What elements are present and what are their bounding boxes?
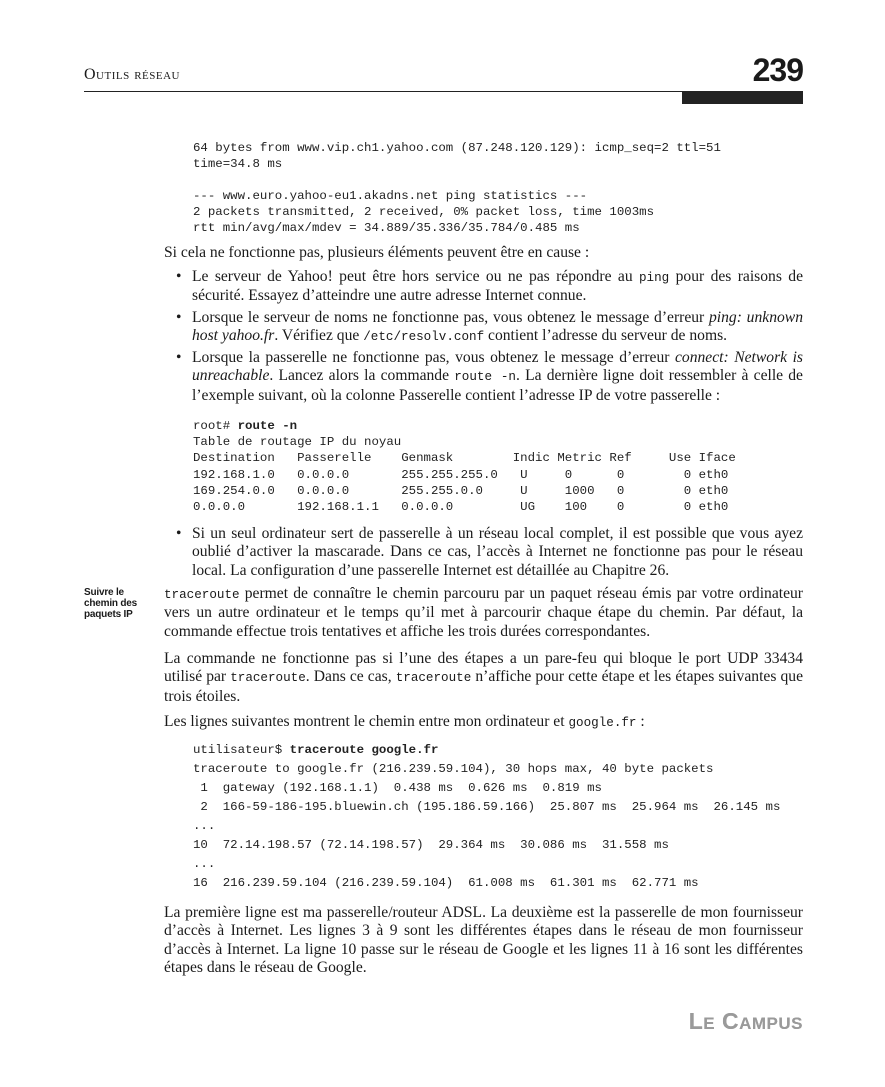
item-text: Le serveur de Yahoo! peut être hors service ou ne pas répondre au — [192, 268, 639, 285]
bullet-dot-icon: • — [176, 525, 182, 542]
logo-letter: AMPUS — [739, 1014, 803, 1033]
item-text: . Lancez alors la commande — [269, 367, 455, 385]
inline-code: traceroute — [230, 671, 306, 686]
intro-paragraph: Si cela ne fonctionne pas, plusieurs éléments peuvent être en cause : — [164, 244, 590, 261]
list-item-yahoo-server — [176, 268, 803, 306]
code-line: time=34.8 ms — [193, 157, 283, 171]
code-line: ... — [193, 857, 216, 871]
paragraph-text: La commande ne fonctionne pas si l’une des étapes a un pare-feu qui bloque le port UDP 33434 utilisé par — [164, 650, 803, 686]
code-line: 10 72.14.198.57 (72.14.198.57) 29.364 ms 30.086 ms 31.558 ms — [193, 838, 669, 852]
error-message: connect: Network is unreachable — [192, 349, 803, 385]
code-line: Destination Passerelle Genmask Indic Metric Ref Use Iface — [193, 451, 736, 466]
code-line: Table de routage IP du noyau — [193, 435, 402, 450]
path-intro-paragraph — [164, 713, 803, 732]
logo-letter: L — [688, 1008, 704, 1034]
publisher-logo — [689, 1008, 803, 1035]
causes-list-continued — [176, 525, 803, 583]
inline-code: traceroute — [164, 588, 240, 602]
shell-command: route -n — [237, 419, 298, 433]
paragraph-text: permet de connaître le chemin parcouru par un paquet réseau émis par votre ordinateur vers un autre ordinateur et le temps qu’il met à parcourir chaque étape du chemin. Par défaut, la commande effectue trois tentatives et affiche les trois durées correspondantes. — [164, 585, 803, 640]
code-line — [193, 741, 780, 760]
inline-code: route -n — [454, 370, 516, 385]
udp-paragraph — [164, 650, 803, 706]
logo-letter: C — [715, 1008, 740, 1034]
header-tab-bar — [682, 92, 803, 104]
list-item-gateway — [176, 349, 803, 405]
paragraph-text: . Dans ce cas, — [305, 668, 396, 686]
shell-command: traceroute google.fr — [289, 743, 439, 757]
bullet-dot-icon: • — [176, 349, 182, 367]
paragraph-text: n’affiche pour cette étape et les étapes suivantes que trois étoiles. — [164, 668, 803, 705]
code-line: 192.168.1.0 0.0.0.0 255.255.255.0 U 0 0 0 eth0 — [193, 467, 729, 482]
code-line: ... — [193, 819, 216, 833]
ping-output-code-block — [193, 140, 721, 236]
traceroute-output-code-block — [193, 741, 780, 893]
bullet-dot-icon: • — [176, 268, 182, 285]
causes-list — [176, 268, 803, 408]
code-line: 2 166-59-186-195.bluewin.ch (195.186.59.166) 25.807 ms 25.964 ms 26.145 ms — [193, 800, 781, 814]
code-line: 2 packets transmitted, 2 received, 0% packet loss, time 1003ms — [193, 205, 655, 219]
code-line: 64 bytes from www.vip.ch1.yahoo.com (87.248.120.129): icmp_seq=2 ttl=51 — [193, 141, 721, 155]
item-text: . Vérifiez que — [274, 326, 364, 344]
item-text: . La dernière ligne doit ressembler à celle de l’exemple suivant, où la colonne Passerelle contient l’adresse IP de votre passerelle : — [192, 367, 803, 404]
error-message: ping: unknown host yahoo.fr — [192, 308, 803, 344]
logo-letter: E — [703, 1014, 716, 1033]
code-line: 1 gateway (192.168.1.1) 0.438 ms 0.626 ms 0.819 ms — [193, 781, 602, 795]
code-line — [193, 418, 736, 434]
item-text: Lorsque le serveur de noms ne fonctionne pas, vous obtenez le message d’erreur — [192, 308, 709, 326]
paragraph-text: Les lignes suivantes montrent le chemin entre mon ordinateur et — [164, 713, 569, 730]
item-text: Lorsque la passerelle ne fonctionne pas, vous obtenez le message d’erreur — [192, 349, 675, 367]
code-line: traceroute to google.fr (216.239.59.104), 30 hops max, 40 byte packets — [193, 762, 714, 776]
item-text: pour des raisons de sécurité. Essayez d’atteindre une autre adresse Internet connue. — [192, 268, 803, 305]
list-item-masquerade — [176, 525, 803, 580]
inline-code: google.fr — [568, 716, 637, 730]
margin-note: Suivre le chemin des paquets IP — [84, 587, 138, 620]
page-number: 239 — [752, 52, 803, 88]
code-line: 0.0.0.0 192.168.1.1 0.0.0.0 UG 100 0 0 eth0 — [193, 500, 729, 515]
code-line: 16 216.239.59.104 (216.239.59.104) 61.008 ms 61.301 ms 62.771 ms — [193, 876, 699, 890]
code-line: rtt min/avg/max/mdev = 34.889/35.336/35.784/0.485 ms — [193, 221, 580, 235]
code-line: 169.254.0.0 0.0.0.0 255.255.0.0 U 1000 0 0 eth0 — [193, 483, 729, 498]
item-text: Si un seul ordinateur sert de passerelle à un réseau local complet, il est possible que vous ayez oublié d’activer la mascarade. Dans ce cas, l’accès à Internet ne fonctionne pas pour le réseau local. La configuration d’une passerelle Internet est détaillée au Chapitre 26. — [192, 525, 803, 579]
code-line — [193, 172, 721, 188]
paragraph-text: : — [636, 713, 645, 730]
bullet-dot-icon: • — [176, 308, 182, 326]
inline-code: /etc/resolv.conf — [363, 329, 485, 344]
inline-code: ping — [639, 271, 670, 285]
list-item-name-server — [176, 309, 803, 347]
code-line: --- www.euro.yahoo-eu1.akadns.net ping statistics --- — [193, 189, 588, 203]
traceroute-paragraph — [164, 585, 803, 641]
shell-prompt: root# — [193, 419, 238, 433]
inline-code: traceroute — [395, 671, 472, 686]
item-text: contient l’adresse du serveur de noms. — [484, 326, 728, 344]
shell-prompt: utilisateur$ — [193, 743, 290, 757]
route-output-code-block — [193, 418, 736, 515]
final-paragraph: La première ligne est ma passerelle/routeur ADSL. La deuxième est la passerelle de mon fournisseur d’accès à Internet. Les lignes 3 à 9 sont les différentes étapes dans le réseau de mon fournisseur d’accès à Internet. La ligne 10 passe sur le réseau de Google et les lignes 11 à 16 sont les différentes étapes dans le réseau de Google. — [164, 904, 803, 976]
running-header-title: Outils réseau — [84, 66, 180, 83]
